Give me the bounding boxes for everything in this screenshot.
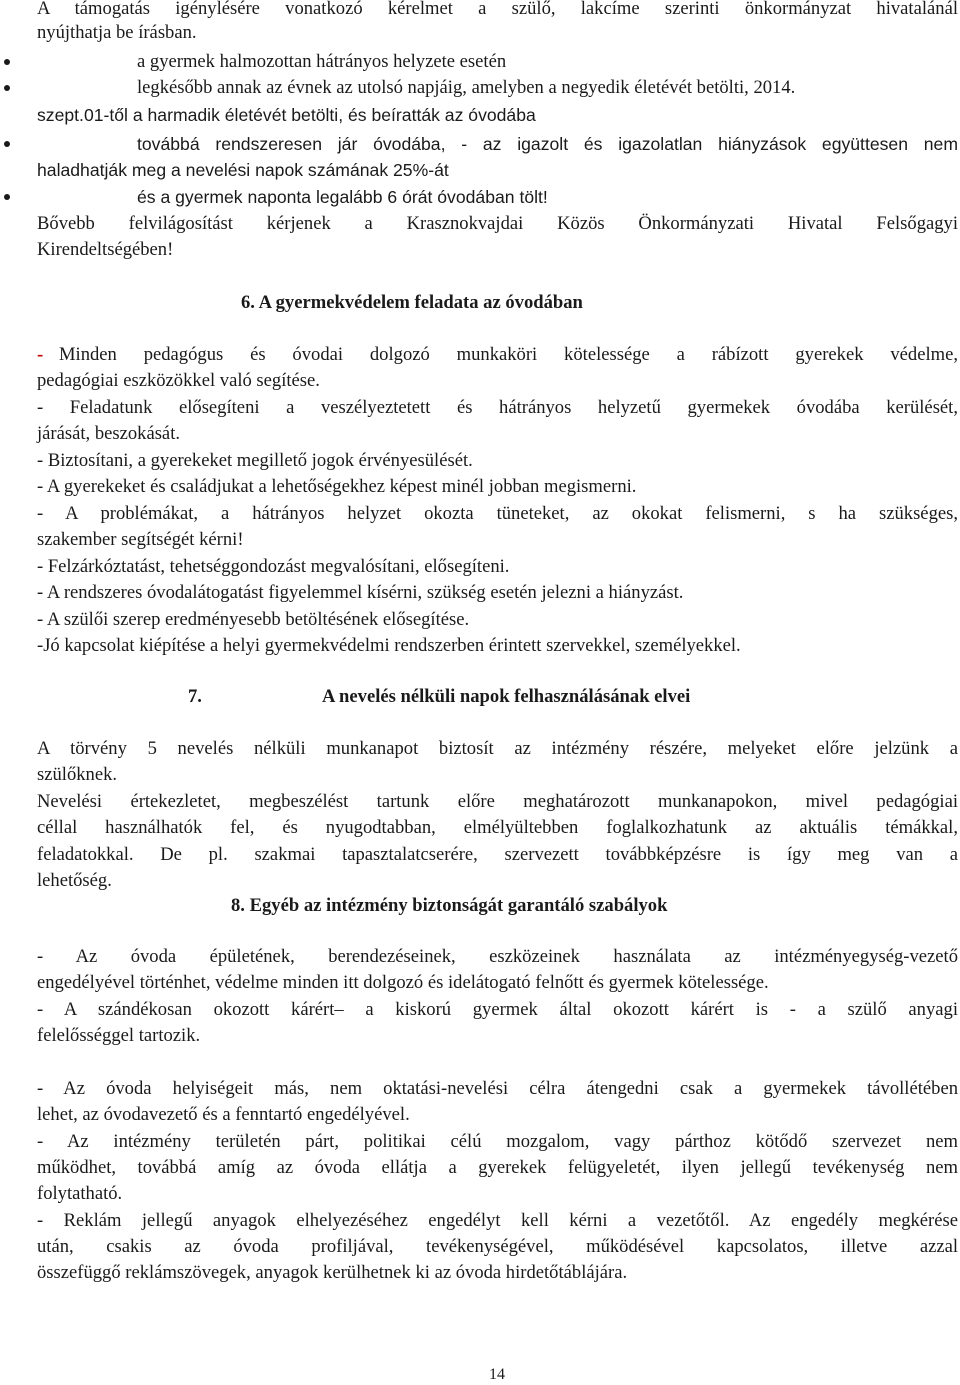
section-6-line-10: - A rendszeres óvodalátogatást figyelemmel kísérni, szükség esetén jelezni a hiányzást. [37, 582, 684, 603]
section-6-line-2: pedagógiai eszközökkel való segítése. [37, 370, 320, 391]
section-8-heading: 8. Egyéb az intézmény biztonságát garantáló szabályok [231, 895, 668, 916]
section-7-line-3: Nevelési értekezletet, megbeszélést tartunk előre meghatározott munkanapokon, mivel pedagógiai [37, 791, 958, 812]
section-8-line-3: - A szándékosan okozott kárért– a kiskorú gyermek által okozott kárért is - a szülő anyagi [37, 999, 958, 1020]
section-7-line-1: A törvény 5 nevelés nélküli munkanapot biztosít az intézmény részére, melyeket előre jelzünk a [37, 738, 958, 759]
intro-line-1: A támogatás igénylésére vonatkozó kérelmet a szülő, lakcíme szerinti önkormányzat hivatalánál [37, 0, 958, 19]
section-6-line-9: - Felzárkóztatást, tehetséggondozást megvalósítani, elősegíteni. [37, 556, 510, 577]
bullet-dot [4, 194, 10, 200]
section-7-heading: A nevelés nélküli napok felhasználásának elvei [322, 686, 691, 707]
section-6-line-4: járását, beszokását. [37, 423, 181, 444]
section-8-line-6: lehet, az óvodavezető és a fenntartó engedélyével. [37, 1104, 410, 1125]
section-8-line-1: - Az óvoda épületének, berendezéseinek, eszközeinek használata az intézményegység-vezető [37, 946, 958, 967]
page-number: 14 [489, 1366, 505, 1383]
section-8-line-11: után, csakis az óvoda profiljával, tevékenységével, működésével kapcsolatos, illetve azzal [37, 1236, 958, 1257]
section-8-line-12: összefüggő reklámszövegek, anyagok kerülhetnek ki az óvoda hirdetőtáblájára. [37, 1262, 628, 1283]
section-6-line-1-text: Minden pedagógus és óvodai dolgozó munkaköri kötelessége a rábízott gyerekek védelme, [59, 344, 958, 365]
bullet-item-4: és a gyermek naponta legalább 6 órát óvodában tölt! [137, 187, 548, 207]
section-7-number: 7. [188, 686, 202, 707]
section-6-line-11: - A szülői szerep eredményesebb betöltésének elősegítése. [37, 609, 470, 630]
intro-line-2: nyújthatja be írásban. [37, 22, 197, 43]
section-6-line-7: - A problémákat, a hátrányos helyzet okozta tüneteket, az okokat felismerni, s ha szükséges, [37, 503, 958, 524]
section-8-line-5: - Az óvoda helyiségeit más, nem oktatási-nevelési célra átengedni csak a gyermekek távollétében [37, 1078, 958, 1099]
red-dash: - [37, 344, 44, 365]
section-6-line-1 [37, 342, 958, 368]
bullet-item-2-cont: szept.01-től a harmadik életévét betölti, és beíratták az óvodába [37, 105, 536, 125]
section-6-line-6: - A gyerekeket és családjukat a lehetőségekhez képest minél jobban megismerni. [37, 476, 637, 497]
section-6-line-3: - Feladatunk elősegíteni a veszélyeztetett és hátrányos helyzetű gyermekek óvodába kerülését, [37, 397, 958, 418]
section-8-line-9: folytatható. [37, 1183, 123, 1204]
section-8-line-8: működhet, továbbá amíg az óvoda ellátja a gyerekek felügyeletét, ilyen jellegű tevékenység nem [37, 1157, 958, 1178]
section-7-line-2: szülőknek. [37, 764, 118, 785]
section-8-line-2: engedélyével történhet, védelme minden itt dolgozó és idelátogató felnőtt és gyermek kötelessége. [37, 972, 769, 993]
section-7-line-4: céllal használhatók fel, és nyugodtabban, elmélyültebben foglalkozhatunk az aktuális témákkal, [37, 817, 958, 838]
section-7-line-6: lehetőség. [37, 870, 112, 891]
section-6-line-12: -Jó kapcsolat kiépítése a helyi gyermekvédelmi rendszerben érintett szervekkel, személyekkel. [37, 635, 741, 656]
bullet-item-1: a gyermek halmozottan hátrányos helyzete esetén [137, 51, 507, 72]
section-8-line-7: - Az intézmény területén párt, politikai célú mozgalom, vagy párthoz kötődő szervezet nem [37, 1131, 958, 1152]
bullet-dot [4, 59, 10, 65]
section-6-line-8: szakember segítségét kérni! [37, 529, 244, 550]
section-6-line-5: - Biztosítani, a gyerekeket megillető jogok érvényesülését. [37, 450, 473, 471]
bullet-dot [4, 85, 10, 91]
section-8-line-10: - Reklám jellegű anyagok elhelyezéséhez engedélyt kell kérni a vezetőtől. Az engedély megkérése [37, 1210, 958, 1231]
bullet-item-2: legkésőbb annak az évnek az utolsó napjáig, amelyben a negyedik életévét betölti, 2014. [137, 77, 796, 98]
section-8-line-4: felelősséggel tartozik. [37, 1025, 201, 1046]
info-line-2: Kirendeltségében! [37, 239, 174, 260]
section-7-line-5: feladatokkal. De pl. szakmai tapasztalatcserére, szervezett továbbképzésre is így meg van a [37, 844, 958, 865]
section-6-heading: 6. A gyermekvédelem feladata az óvodában [241, 292, 583, 313]
bullet-item-3: továbbá rendszeresen jár óvodába, - az igazolt és igazolatlan hiányzások együttesen nem [137, 134, 958, 154]
bullet-dot [4, 141, 10, 147]
bullet-item-3-cont: haladhatják meg a nevelési napok számának 25%-át [37, 160, 449, 180]
info-line-1: Bővebb felvilágosítást kérjenek a Krasznokvajdai Közös Önkormányzati Hivatal Felsőgagyi [37, 213, 958, 234]
